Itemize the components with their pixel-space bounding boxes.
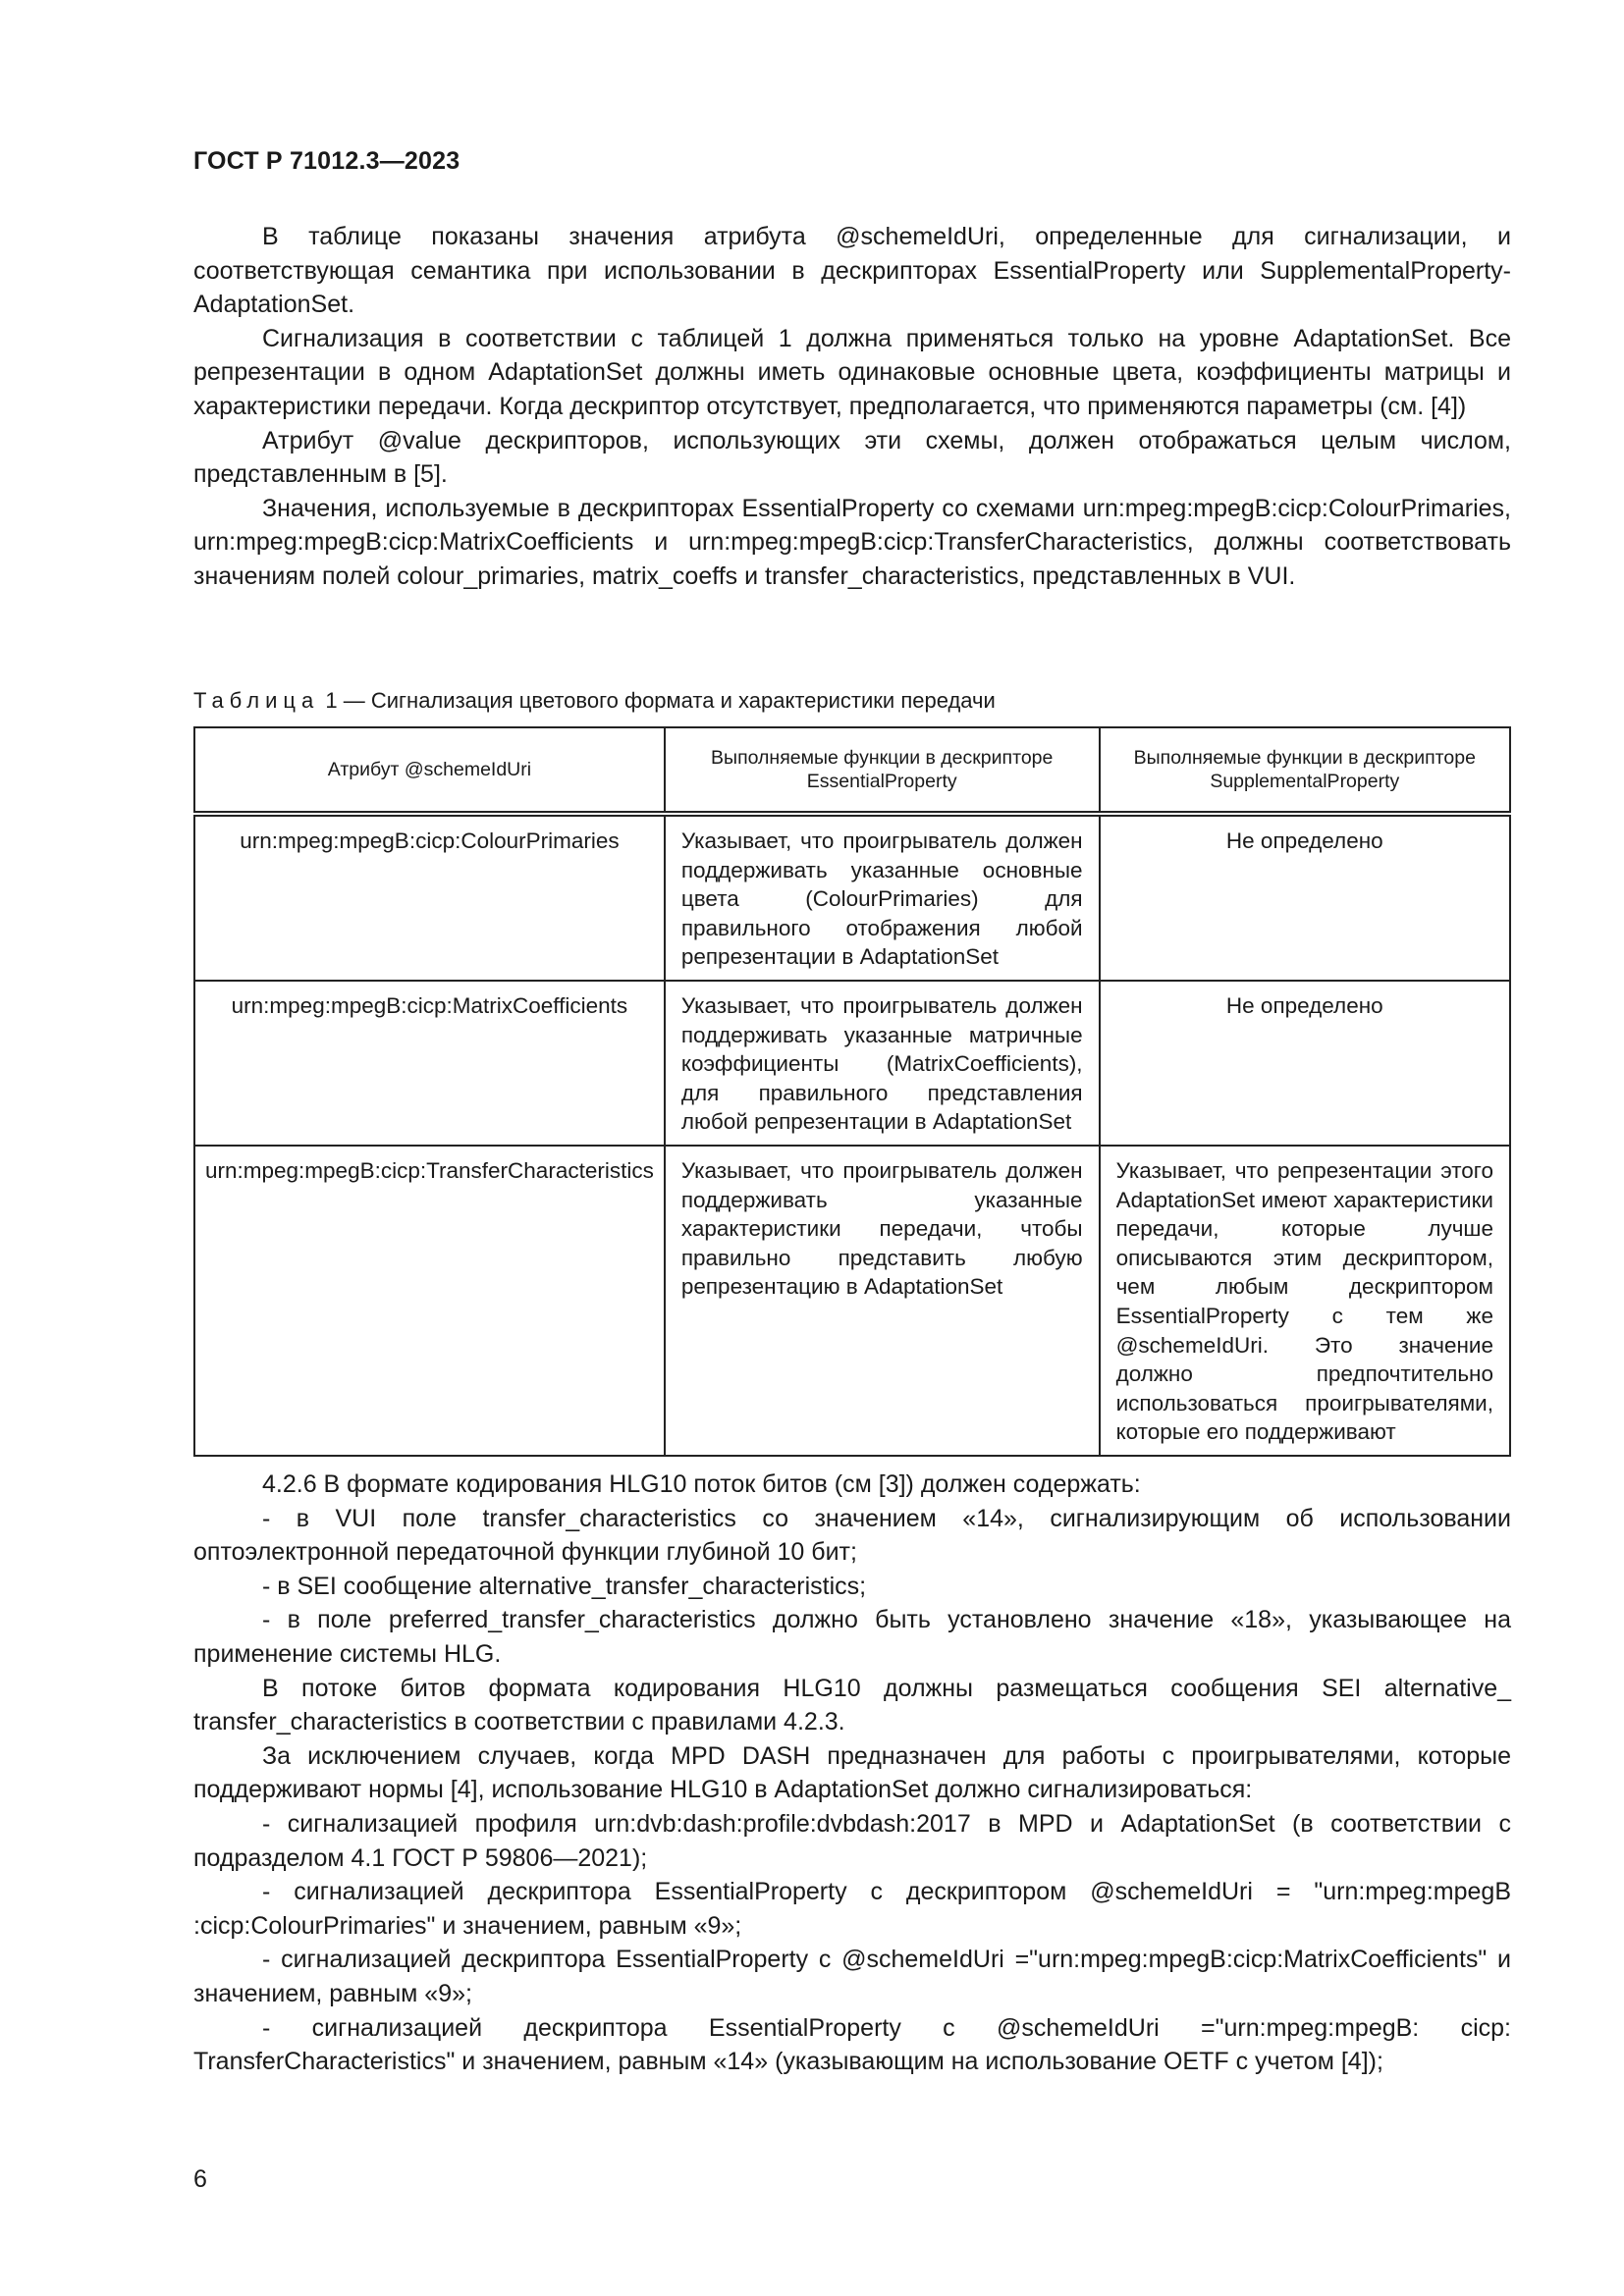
list-item: - в поле preferred_transfer_characteristics должно быть установлено значение «18», указывающее на применение системы HLG. <box>193 1606 1511 1668</box>
list-item: - сигнализацией дескриптора EssentialProperty с @schemeIdUri ="urn:mpeg:mpegB: cicp: TransferCharacteristics" и значением, равным «14» (указывающим на использование OETF с учетом [4]); <box>193 2013 1511 2076</box>
intro-text-block <box>193 220 1511 594</box>
document-header: ГОСТ Р 71012.3—2023 <box>193 147 460 175</box>
cell-scheme-uri: urn:mpeg:mpegB:cicp:ColourPrimaries <box>194 814 665 981</box>
table-caption-label: Таблица <box>193 688 320 713</box>
paragraph: Значения, используемые в дескрипторах EssentialProperty со схемами urn:mpeg:mpegB:cicp:ColourPrimaries, urn:mpeg:mpegB:cicp:MatrixCoefficients и urn:mpeg:mpegB:cicp:TransferCharacteristics, должны соответствовать значениям полей colour_primaries, matrix_coeffs и transfer_characteristics, представленных в VUI. <box>193 494 1511 590</box>
cell-essential: Указывает, что проигрыватель должен поддерживать указанные матричные коэффициенты (MatrixCoefficients), для правильного представления любой репрезентации в AdaptationSet <box>665 981 1100 1146</box>
signaling-table <box>193 726 1511 1457</box>
column-header: Выполняемые функции в дескрипторе EssentialProperty <box>665 727 1100 814</box>
list-item: - в VUI поле transfer_characteristics со значением «14», сигнализирующим об использовании оптоэлектронной передаточной функции глубиной 10 бит; <box>193 1504 1511 1567</box>
paragraph: Атрибут @value дескрипторов, использующих эти схемы, должен отображаться целым числом, представленным в [5]. <box>193 426 1511 489</box>
table-caption <box>193 686 996 716</box>
column-header: Атрибут @schemeIdUri <box>194 727 665 814</box>
list-item: - сигнализацией дескриптора EssentialProperty с @schemeIdUri ="urn:mpeg:mpegB:cicp:MatrixCoefficients" и значением, равным «9»; <box>193 1946 1511 2007</box>
table-header-row <box>194 727 1510 814</box>
paragraph: За исключением случаев, когда MPD DASH предназначен для работы с проигрывателями, которые поддерживают нормы [4], использование HLG10 в AdaptationSet должно сигнализироваться: <box>193 1741 1511 1804</box>
cell-essential: Указывает, что проигрыватель должен поддерживать указанные характеристики передачи, чтобы правильно представить любую репрезентацию в AdaptationSet <box>665 1146 1100 1456</box>
list-item: - сигнализацией дескриптора EssentialProperty с дескриптором @schemeIdUri = "urn:mpeg:mpegB :cicp:ColourPrimaries" и значением, равным «9»; <box>193 1878 1511 1940</box>
cell-supplemental: Не определено <box>1100 981 1510 1146</box>
cell-supplemental: Не определено <box>1100 814 1510 981</box>
cell-essential: Указывает, что проигрыватель должен поддерживать указанные основные цвета (ColourPrimaries) для правильного отображения любой репрезентации в AdaptationSet <box>665 814 1100 981</box>
table-row <box>194 1146 1510 1456</box>
paragraph: В таблице показаны значения атрибута @schemeIdUri, определенные для сигнализации, и соответствующая семантика при использовании в дескрипторах EssentialProperty или SupplementalProperty-AdaptationSet. <box>193 223 1511 319</box>
section-text-block <box>193 1468 1511 2079</box>
cell-scheme-uri: urn:mpeg:mpegB:cicp:MatrixCoefficients <box>194 981 665 1146</box>
page-number: 6 <box>193 2165 207 2193</box>
list-item: - в SEI сообщение alternative_transfer_characteristics; <box>262 1572 867 1600</box>
cell-scheme-uri: urn:mpeg:mpegB:cicp:TransferCharacteristics <box>194 1146 665 1456</box>
column-header: Выполняемые функции в дескрипторе SupplementalProperty <box>1100 727 1510 814</box>
table-row <box>194 981 1510 1146</box>
paragraph: Сигнализация в соответствии с таблицей 1 должна применяться только на уровне AdaptationSet. Все репрезентации в одном AdaptationSet должны иметь одинаковые основные цвета, коэффициенты матрицы и характеристики передачи. Когда дескриптор отсутствует, предполагается, что применяются параметры (см. [4]) <box>193 324 1511 420</box>
table-caption-text: 1 — Сигнализация цветового формата и характеристики передачи <box>325 688 996 713</box>
table-row <box>194 814 1510 981</box>
paragraph: 4.2.6 В формате кодирования HLG10 поток битов (см [3]) должен содержать: <box>262 1470 1141 1498</box>
paragraph: В потоке битов формата кодирования HLG10 должны размещаться сообщения SEI alternative_ transfer_characteristics в соответствии с правилами 4.2.3. <box>193 1674 1511 1736</box>
cell-supplemental: Указывает, что репрезентации этого AdaptationSet имеют характеристики передачи, которые лучше описываются этим дескриптором, чем любым дескриптором EssentialProperty с тем же @schemeIdUri. Это значение должно предпочтительно использоваться проигрывателями, которые его поддерживают <box>1100 1146 1510 1456</box>
list-item: - сигнализацией профиля urn:dvb:dash:profile:dvbdash:2017 в MPD и AdaptationSet (в соответствии с подразделом 4.1 ГОСТ Р 59806—2021); <box>193 1809 1511 1872</box>
